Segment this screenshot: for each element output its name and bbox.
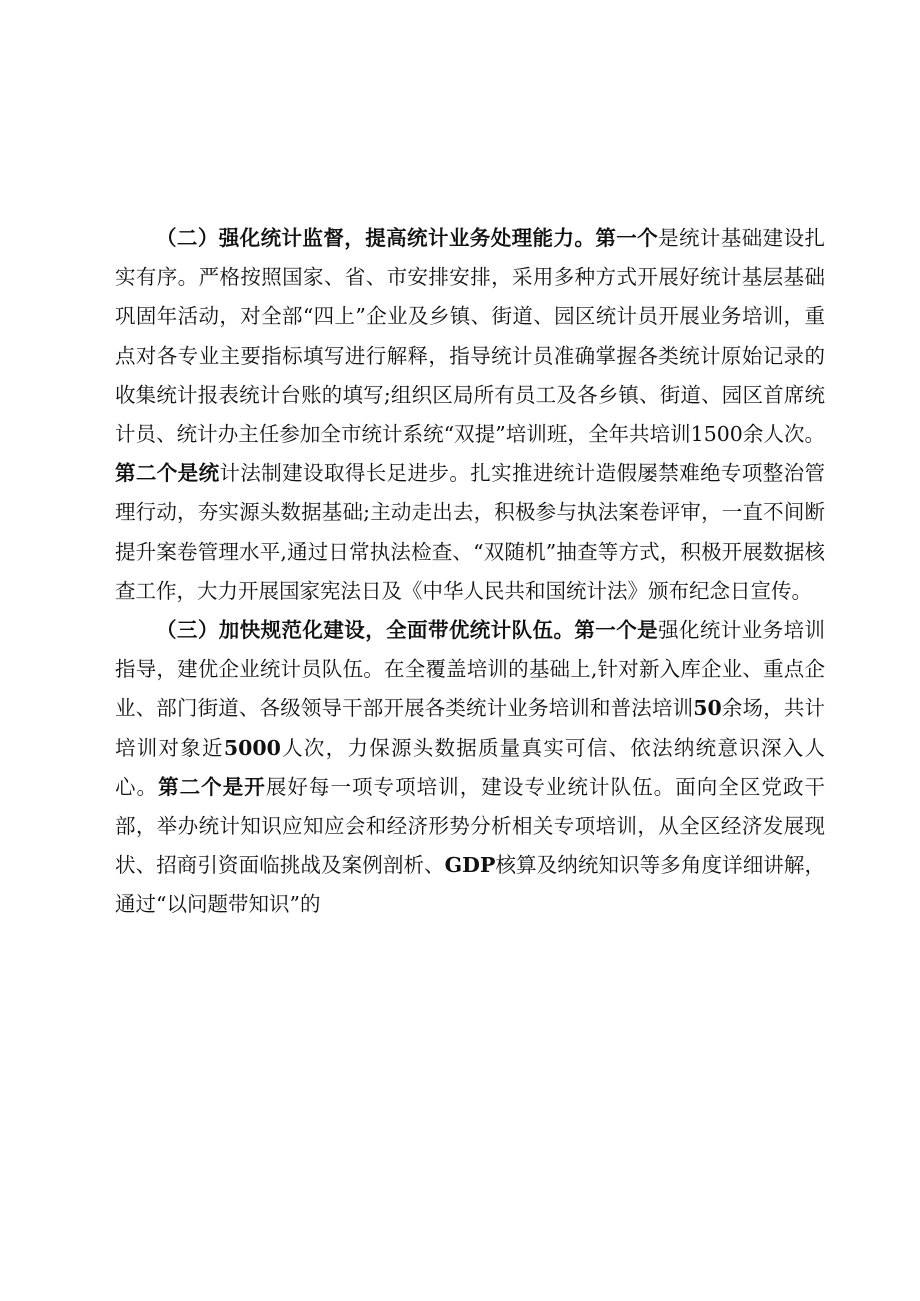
emphasis-second: 第二个是统 [115, 461, 220, 486]
document-body [115, 219, 825, 925]
section-heading-two: （二）强化统计监督，提高统计业务处理能力。 [156, 226, 596, 250]
number-sessions: 50 [693, 696, 722, 721]
paragraph-statistics-supervision [115, 219, 825, 611]
body-text: 核算及纳统知识等多角度详细讲解，通过“以问题带知识”的 [115, 853, 826, 917]
paragraph-standardization [115, 611, 825, 925]
body-text: 计法制建设取得长足进步。扎实推进统计造假屡禁难绝专项整治管理行动，夯实源头数据基础;主动走出去，积极参与执法案卷评审，一直不间断提升案卷管理水平,通过日常执法检查、“双随机”抽查等方式，积极开展数据核查工作，大力开展国家宪法日及《中华人民共和国统计法》颁布纪念日宣传。 [115, 461, 826, 603]
body-text: 展好每一项专项培训，建设专业统计队伍。面向全区党政干部，举办统计知识应知应会和经济形势分析相关专项培训，从全区经济发展现状、招商引资面临挑战及案例剖析、 [115, 774, 825, 878]
body-text: 强化统计业务培训指导，建优企业统计员队伍。在全覆盖培训的基础上,针对新入库企业、重点企业、部门街道、各级领导干部开展各类统计业务培训和普法培训 [115, 618, 826, 721]
emphasis-second: 第二个是开 [158, 774, 266, 799]
body-text: 人次，力保源头数据质量真实可信、依法纳统意识深入人心。 [115, 735, 826, 799]
number-trainees: 5000 [223, 735, 281, 760]
section-heading-three: （三）加快规范化建设，全面带优统计队伍。第一个是 [156, 618, 659, 643]
emphasis-first: 第一个 [595, 226, 659, 250]
body-text: 余场，共计培训对象近 [115, 696, 826, 760]
body-text: 是统计基础建设扎实有序。严格按照国家、省、市安排安排，采用多种方式开展好统计基层基础巩固年活动，对全部“四上”企业及乡镇、街道、园区统计员开展业务培训，重点对各专业主要指标填写进行解释，指导统计员准确掌握各类统计原始记录的收集统计报表统计台账的填写;组织区局所有员工及各乡镇、街道、园区首席统计员、统计办主任参加全市统计系统“双提”培训班，全年共培训1500余人次。 [115, 226, 826, 447]
gdp-term: GDP [444, 853, 496, 878]
